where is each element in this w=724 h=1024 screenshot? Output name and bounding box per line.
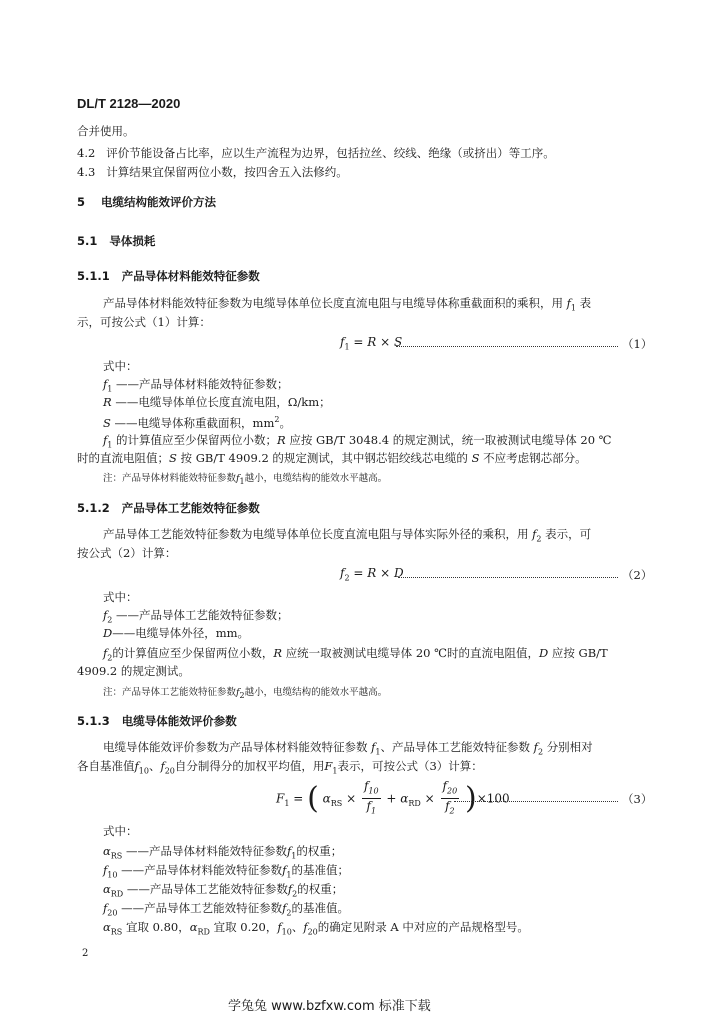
section-number: 5.1	[77, 234, 98, 248]
equation-number: （3）	[622, 792, 653, 806]
eq-lhs-sub: 1	[344, 342, 350, 352]
eq-rhs: = R × S	[353, 335, 403, 349]
text: 宜取 0.80，	[125, 920, 190, 934]
text: 表示，可按公式（3）计算：	[337, 759, 483, 773]
text: 的计算值应至少保留两位小数，	[112, 646, 274, 660]
symbol-sub: 2	[292, 889, 298, 899]
definition-text: ——产品导体工艺能效特征参数	[121, 901, 283, 915]
where-label: 式中：	[103, 590, 138, 604]
symbol-sub: 20	[164, 766, 175, 776]
paragraph-5-1-3-intro-line2	[77, 757, 483, 780]
definition-R	[103, 393, 331, 411]
symbol-sub: RD	[110, 889, 124, 899]
text: 产品导体工艺能效特征参数为电缆导体单位长度直流电阻与导体实际外径的乘积，用	[103, 527, 529, 541]
symbol: S	[103, 415, 111, 430]
numerator-sub: 20	[446, 786, 458, 796]
section-title: 电缆结构能效评价方法	[101, 195, 217, 209]
section-5-1-heading	[77, 233, 155, 249]
section-5-1-2-heading	[77, 500, 260, 516]
symbol: R	[103, 395, 112, 409]
symbol: f	[287, 882, 293, 896]
denominator-symbol: f	[445, 799, 450, 814]
symbol-sub: 20	[307, 927, 318, 937]
symbol: S	[471, 451, 480, 465]
text: 应统一取被测试电缆导体 20 ℃时的直流电阻值，	[285, 646, 539, 660]
standard-code: DL/T 2128—2020	[77, 96, 181, 111]
section-number: 5.1.1	[77, 269, 110, 283]
section-title: 产品导体材料能效特征参数	[121, 269, 260, 283]
symbol: f	[533, 740, 538, 754]
symbol: f	[103, 377, 108, 391]
symbol-sub: 2	[286, 908, 292, 918]
clause-4-2	[77, 144, 555, 162]
symbol-sub: 1	[570, 303, 577, 313]
numerator	[362, 779, 381, 799]
leader-dots	[398, 577, 618, 578]
clause-text: 评价节能设备占比率，应以生产流程为边界，包括拉丝、绞线、绝缘（或挤出）等工序。	[106, 146, 555, 160]
equation-number: （2）	[622, 568, 653, 582]
paragraph-5-1-3-values	[103, 918, 529, 941]
where-label: 式中：	[103, 824, 138, 838]
definition-text: ——电缆导体外径，mm。	[112, 626, 250, 640]
section-5-heading	[77, 194, 216, 210]
definition-text: ——产品导体材料能效特征参数	[121, 863, 283, 877]
note-5-1-1	[103, 470, 387, 486]
paragraph-5-1-1-intro-line2: 示，可按公式（1）计算：	[77, 315, 211, 329]
symbol: f	[134, 759, 139, 773]
section-number: 5.1.3	[77, 714, 110, 728]
symbol: f	[103, 608, 108, 622]
left-paren: (	[307, 780, 319, 816]
symbol: f	[103, 863, 108, 877]
symbol: f	[532, 527, 537, 541]
leader-dots	[454, 801, 618, 802]
symbol-sub: 20	[107, 908, 118, 918]
definition-text: ——产品导体工艺能效特征参数	[126, 882, 288, 896]
eq-lhs: f	[340, 335, 345, 349]
symbol-sub: 2	[536, 534, 542, 544]
fraction-f10-over-f1	[362, 779, 381, 819]
definition-text: ——电缆导体称重截面积，mm	[114, 415, 275, 430]
eq-rhs: = R × D	[353, 566, 404, 580]
alpha-symbol: α	[400, 791, 409, 806]
symbol: f	[103, 901, 108, 915]
symbol: α	[189, 920, 198, 934]
text: 各自基准值	[77, 759, 135, 773]
site-footer: 学兔兔 www.bzfxw.com 标准下载	[228, 999, 431, 1014]
text: 应按 GB/T	[551, 646, 608, 660]
text: 宜取 0.20，	[213, 920, 278, 934]
symbol: α	[103, 844, 111, 858]
text: 分别相对	[546, 740, 593, 754]
symbol-sub: 10	[281, 927, 292, 937]
symbol-sub: 2	[537, 747, 544, 757]
symbol-sub: RS	[110, 851, 123, 861]
alpha-sub: RD	[408, 798, 421, 808]
section-5-1-1-heading	[77, 268, 260, 284]
numerator-sub: 10	[368, 786, 379, 796]
symbol-sub: 1	[107, 384, 113, 394]
text: 的计算值应至少保留两位小数；	[116, 433, 278, 447]
symbol-sub: 1	[332, 766, 338, 776]
where-label: 式中：	[103, 359, 138, 373]
alpha-sub: RS	[330, 798, 343, 808]
text: 。	[279, 415, 291, 430]
symbol: f	[236, 687, 240, 698]
definition-text: ——产品导体工艺能效特征参数；	[116, 608, 289, 622]
symbol-sub: RD	[197, 927, 210, 937]
text: 时的直流电阻值；	[77, 451, 169, 465]
text: 、产品导体工艺能效特征参数	[380, 740, 531, 754]
eq-lhs: F	[276, 791, 285, 806]
text: 的基准值。	[291, 901, 349, 915]
paragraph-5-1-2-intro-line2: 按公式（2）计算：	[77, 546, 177, 560]
symbol: R	[273, 646, 283, 660]
text: 按 GB/T 4909.2 的规定测试，其中钢芯铝绞线芯电缆的	[180, 451, 468, 465]
symbol-sub: 10	[138, 766, 149, 776]
symbol-sub: 10	[107, 870, 118, 880]
symbol-sub: 2	[107, 653, 113, 663]
text: 越小，电缆结构的能效水平越高。	[244, 687, 388, 698]
numerator-symbol: f	[363, 779, 369, 793]
symbol: D	[539, 646, 549, 660]
text: 自分制得分的加权平均值，用	[174, 759, 325, 773]
symbol-sub: 1	[107, 440, 113, 450]
clause-number: 4.3	[77, 165, 96, 179]
symbol: f	[160, 759, 165, 773]
times-100: ×100	[476, 791, 510, 806]
equation-2	[340, 566, 404, 582]
symbol-sub: 1	[291, 851, 297, 861]
denominator-sub: 2	[449, 806, 455, 816]
symbol: S	[169, 451, 177, 465]
paragraph-continuation: 合并使用。	[77, 124, 135, 138]
symbol: D	[103, 626, 113, 640]
text: 的权重；	[297, 882, 344, 896]
text: 的基准值；	[291, 863, 349, 877]
paragraph-5-1-1-calc-line2	[77, 449, 587, 467]
numerator-symbol: f	[442, 779, 447, 793]
text: 应按 GB/T 3048.4 的规定测试，统一取被测试电缆导体 20 ℃	[289, 433, 612, 447]
equation-1	[340, 335, 402, 351]
symbol: α	[103, 882, 111, 896]
section-title: 导体损耗	[109, 234, 156, 248]
symbol: f	[286, 844, 292, 858]
definition-S	[103, 411, 291, 432]
note-5-1-2	[103, 684, 387, 700]
symbol-sub: 2	[239, 690, 245, 700]
equation-3: $F_1$ = ( $\alpha_{RS}$ × $\frac{f_{10}}{f_1}$ + $\alpha_{RD}$ × $\frac{f_{20}}{f_2}$ )×100	[276, 779, 510, 819]
definition-text: ——电缆导体单位长度直流电阻，Ω/km；	[115, 395, 331, 409]
denominator-symbol: f	[366, 799, 371, 814]
alpha-symbol: α	[322, 791, 331, 806]
symbol: f	[277, 920, 282, 934]
clause-text: 计算结果宜保留两位小数，按四舍五入法修约。	[106, 165, 348, 179]
symbol: f	[282, 901, 287, 915]
section-5-1-3-heading	[77, 713, 237, 729]
denominator	[441, 799, 460, 818]
text: 不应考虑钢芯部分。	[483, 451, 587, 465]
equation-number: （1）	[622, 337, 653, 351]
symbol: f	[303, 920, 308, 934]
text: 注：产品导体工艺能效特征参数	[103, 687, 237, 698]
symbol-sub: 1	[286, 870, 292, 880]
symbol-sub: RS	[110, 927, 123, 937]
text: 、	[291, 920, 304, 934]
numerator	[441, 779, 460, 799]
symbol: F	[324, 759, 333, 773]
symbol-sub: 1	[375, 747, 381, 757]
right-paren: )	[465, 780, 477, 816]
text: 表	[579, 296, 592, 310]
denominator	[362, 799, 381, 818]
text: 的权重；	[296, 844, 343, 858]
symbol: α	[103, 920, 111, 934]
superscript: 2	[274, 415, 280, 424]
text: 注：产品导体材料能效特征参数	[103, 473, 237, 484]
page-number: 2	[82, 948, 89, 959]
clause-number: 4.2	[77, 146, 96, 160]
symbol: R	[277, 433, 286, 447]
eq-lhs-sub: 2	[344, 573, 350, 583]
symbol: f	[103, 646, 108, 660]
leader-dots	[396, 346, 618, 347]
denominator-sub: 1	[370, 806, 377, 816]
section-title: 产品导体工艺能效特征参数	[121, 501, 260, 515]
symbol: f	[236, 473, 240, 484]
clause-4-3	[77, 163, 348, 181]
definition-D	[103, 624, 249, 642]
section-title: 电缆导体能效评价参数	[121, 714, 237, 728]
eq-lhs: f	[340, 566, 345, 580]
definition-text: ——产品导体材料能效特征参数；	[116, 377, 289, 391]
text: 越小，电缆结构的能效水平越高。	[244, 473, 388, 484]
symbol-sub: 2	[107, 615, 113, 625]
symbol: f	[566, 296, 571, 310]
definition-text: ——产品导体材料能效特征参数	[125, 844, 287, 858]
paragraph-5-1-2-calc-line2: 4909.2 的规定测试。	[77, 664, 190, 678]
symbol: f	[282, 863, 287, 877]
text: 表示，可	[545, 527, 592, 541]
symbol: f	[371, 740, 376, 754]
fraction-f20-over-f2	[441, 779, 460, 819]
section-number: 5.1.2	[77, 501, 110, 515]
text: 、	[148, 759, 161, 773]
text: 的确定见附录 A 中对应的产品规格型号。	[317, 920, 529, 934]
section-number: 5	[77, 195, 86, 209]
symbol-sub: 1	[239, 476, 245, 486]
text: 产品导体材料能效特征参数为电缆导体单位长度直流电阻与电缆导体称重截面积的乘积，用	[103, 296, 563, 310]
eq-lhs-sub: 1	[284, 798, 290, 808]
text: 电缆导体能效评价参数为产品导体材料能效特征参数	[103, 740, 368, 754]
symbol: f	[103, 433, 108, 447]
